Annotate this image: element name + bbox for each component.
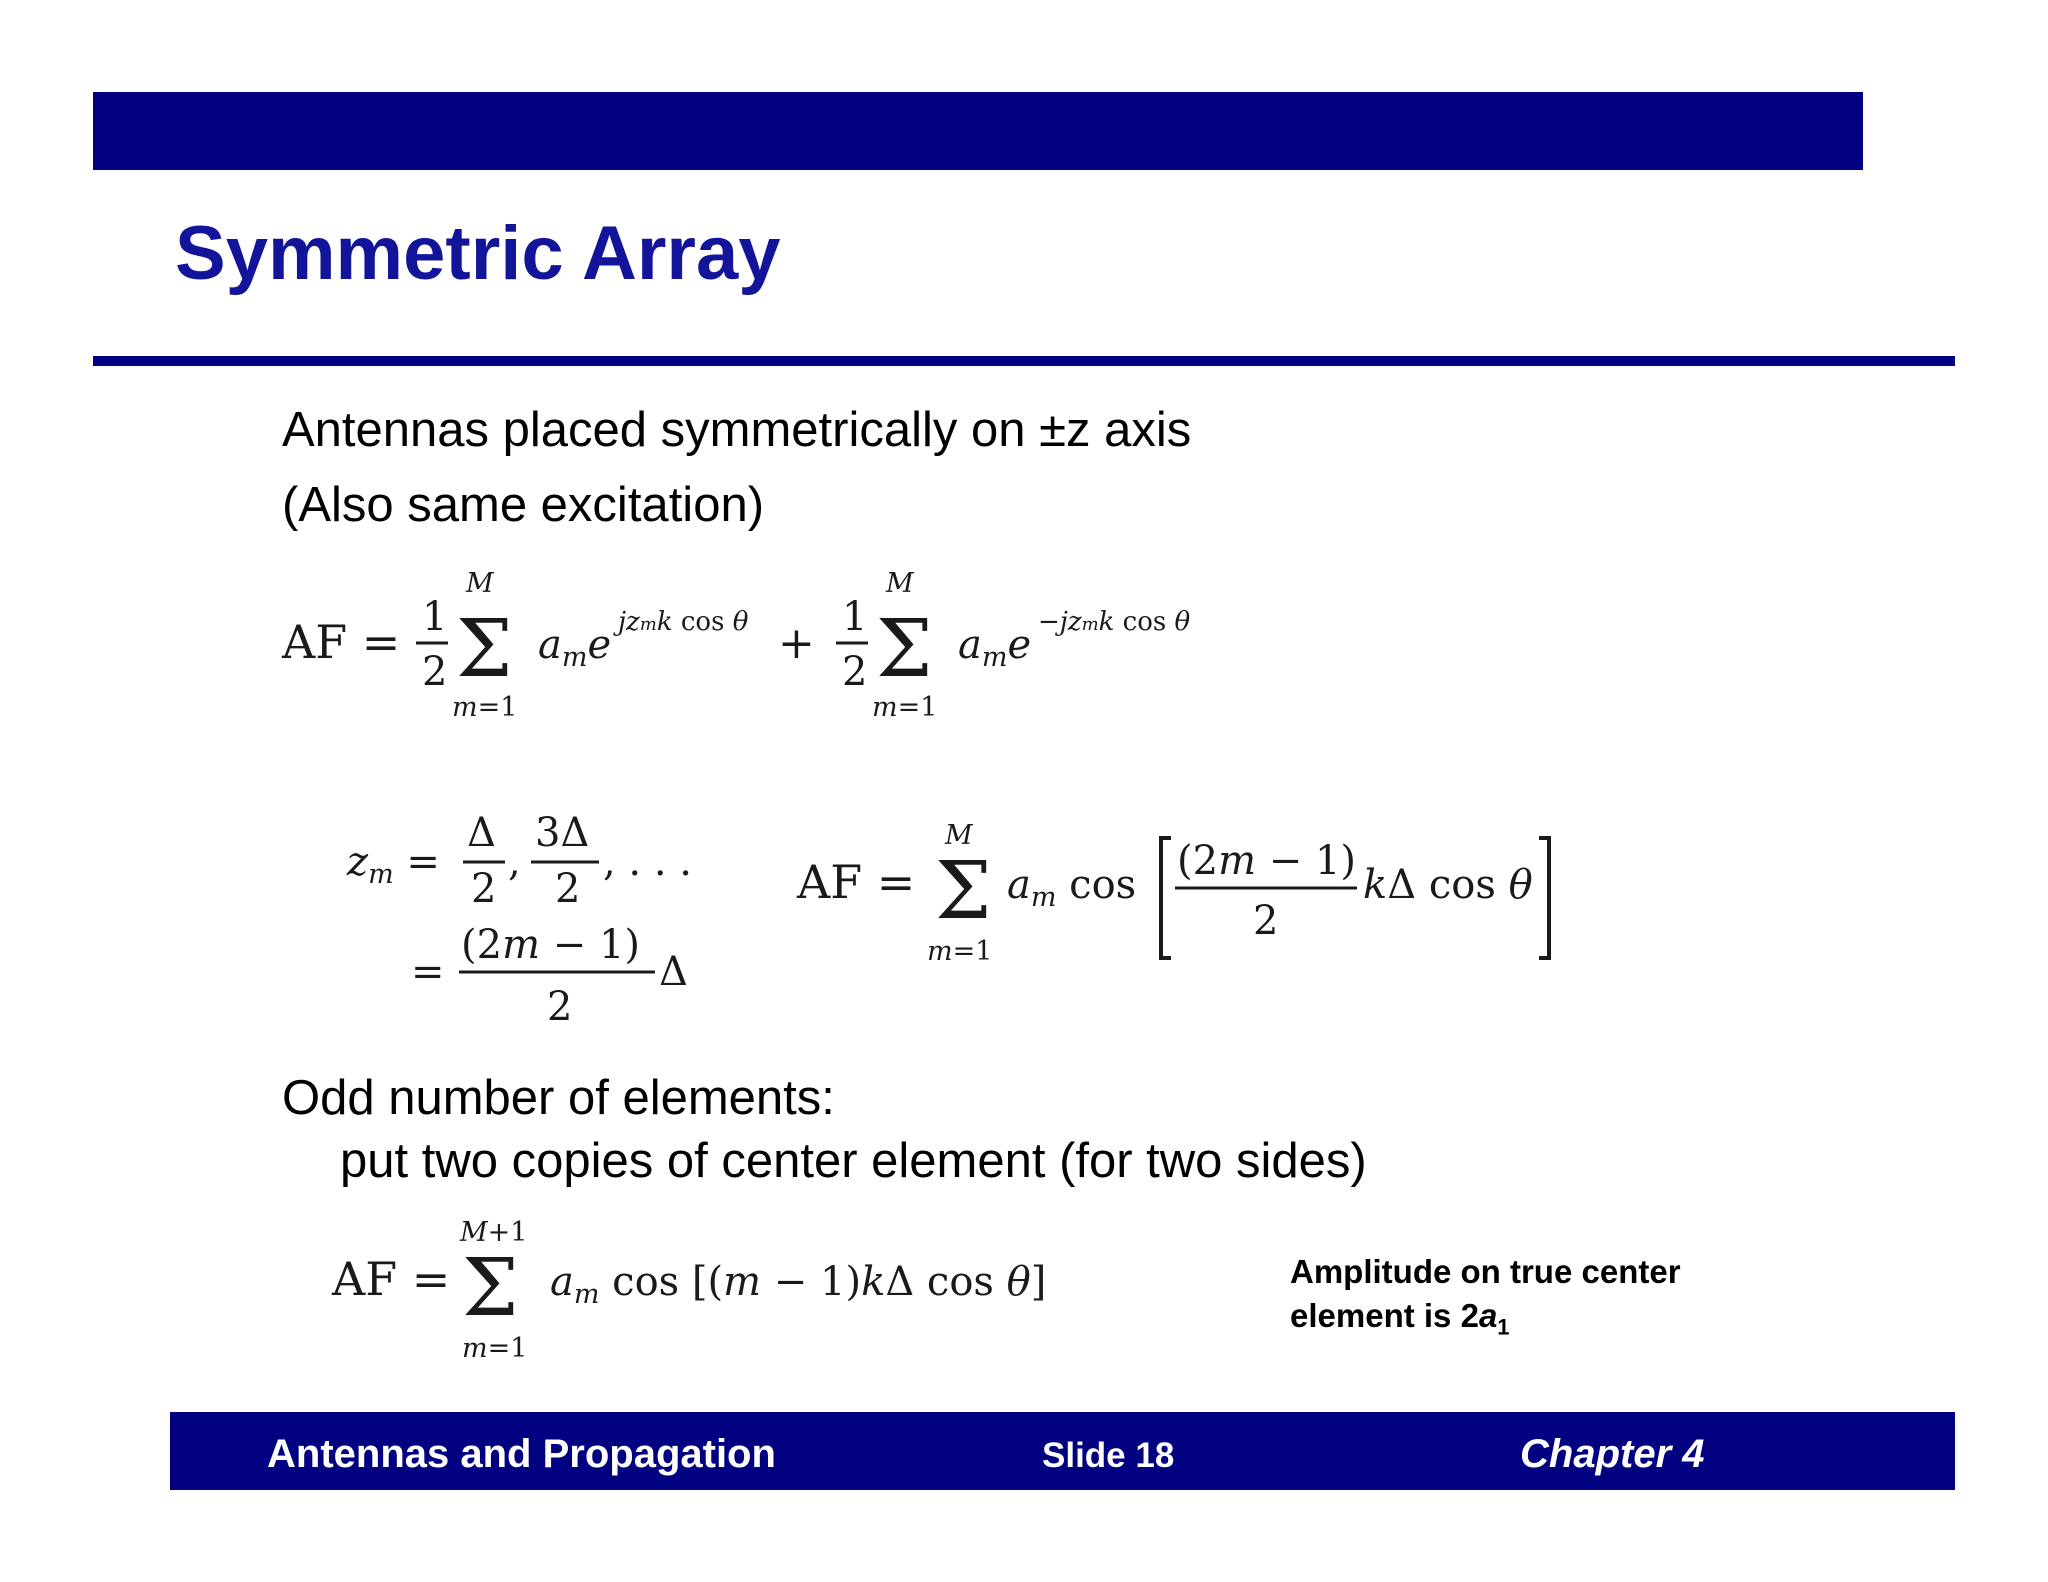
header-bar [93, 92, 1863, 170]
svg-text:2: 2 [547, 984, 573, 1030]
svg-text:Σ: Σ [456, 602, 513, 695]
svg-text:2: 2 [471, 866, 497, 912]
svg-text:2: 2 [555, 866, 581, 912]
svg-text:3Δ: 3Δ [535, 810, 590, 856]
center-copies-text: put two copies of center element (for two sides) [340, 1134, 1367, 1188]
svg-text:1: 1 [842, 594, 868, 640]
svg-text:=: = [411, 949, 445, 995]
svg-text:AF =: AF = [332, 1252, 451, 1306]
bullet-text-1: Antennas placed symmetrically on ±z axis [282, 403, 1192, 457]
svg-text:2: 2 [422, 649, 448, 695]
svg-text:2: 2 [842, 649, 868, 695]
bullet-text-2: (Also same excitation) [282, 478, 765, 532]
footer-chapter: Chapter 4 [1520, 1432, 1705, 1476]
svg-text:M: M [886, 568, 914, 599]
svg-text:M: M [466, 568, 494, 599]
slide-title: Symmetric Array [175, 211, 781, 296]
svg-text:jzmk cos θ: jzmk cos θ [618, 607, 749, 637]
svg-text:m=1: m=1 [872, 692, 938, 723]
svg-text:1: 1 [422, 594, 448, 640]
even-array-factor-equation [795, 818, 1575, 978]
svg-text:Σ: Σ [876, 602, 933, 695]
svg-text:AF =: AF = [282, 615, 401, 669]
svg-text:AF =: AF = [797, 855, 916, 909]
element-position-equation [345, 800, 725, 1040]
svg-text:2: 2 [1253, 898, 1279, 944]
odd-elements-text: Odd number of elements: [282, 1071, 835, 1125]
svg-text:m=1: m=1 [462, 1333, 528, 1364]
footer-course-title: Antennas and Propagation [267, 1432, 776, 1476]
array-factor-equation [280, 570, 1240, 730]
svg-text:am cos [(m − 1)kΔ cos θ]: $a_m$ cos [(m − 1)kΔ cos θ] [550, 1259, 1047, 1310]
footer-slide-number: Slide 18 [1042, 1436, 1175, 1475]
svg-text:(2m − 1): (2m − 1) [461, 922, 640, 968]
svg-text:Δ: Δ [659, 949, 688, 995]
center-amplitude-note [1290, 1250, 1681, 1350]
svg-text:m=1: m=1 [452, 692, 518, 723]
svg-text:M: M [945, 820, 973, 851]
svg-text:Σ: Σ [935, 844, 992, 937]
svg-text:kΔ cos θ: kΔ cos θ [1363, 862, 1533, 908]
svg-text:m=1: m=1 [927, 936, 993, 967]
odd-array-factor-equation [330, 1205, 1070, 1365]
svg-text:(2m − 1): (2m − 1) [1177, 838, 1356, 884]
svg-text:zm =: $z_m$ = [347, 839, 440, 890]
svg-text:,: , [508, 839, 521, 885]
svg-text:, . . .: , . . . [603, 839, 693, 885]
note-line-1: Amplitude on true center [1290, 1253, 1681, 1290]
svg-text:Δ: Δ [467, 810, 496, 856]
svg-text:Σ: Σ [462, 1241, 519, 1334]
svg-text:M+1: M+1 [460, 1217, 528, 1248]
svg-text:ame: $a_me$ [958, 622, 1032, 673]
svg-text:+: + [778, 618, 815, 669]
svg-text:ame: $a_me$ [538, 622, 612, 673]
svg-text:am cos: $a_m$ cos [1007, 862, 1137, 913]
title-divider [93, 356, 1955, 366]
svg-text:−jzmk cos θ: −jzmk cos θ [1038, 607, 1191, 637]
note-line-2: element is $2a_1$ [1290, 1297, 1510, 1340]
